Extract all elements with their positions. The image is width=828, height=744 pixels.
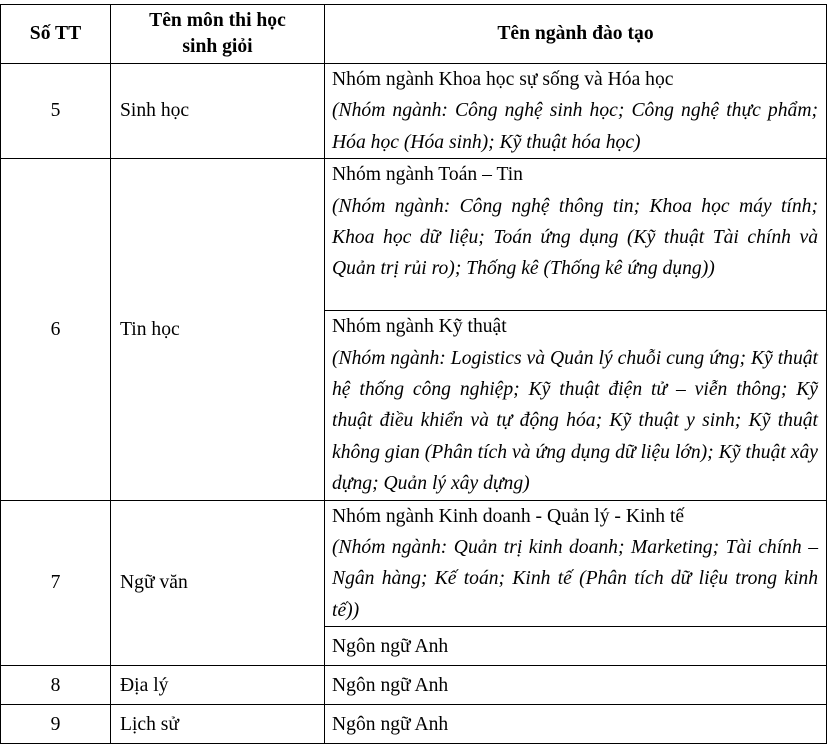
major-group xyxy=(325,311,827,500)
major-group-note: (Nhóm ngành: Logistics và Quản lý chuỗi cung ứng; Kỹ thuật hệ thống công nghiệp; Kỹ thuật điện tử – viễn thông; Kỹ thuật điều khiển và tự động hóa; Kỹ thuật y sinh; Kỹ thuật không gian (Phân tích và ứng dụng dữ liệu lớn); Kỹ thuật xây dựng; Quản lý xây dựng) xyxy=(332,347,818,495)
row-stt: 7 xyxy=(1,500,111,666)
row-subject: Địa lý xyxy=(111,666,325,705)
major-group xyxy=(325,159,827,311)
table-row xyxy=(1,705,827,744)
majors-table xyxy=(0,4,827,744)
header-stt: Số TT xyxy=(1,5,111,64)
table-row xyxy=(1,159,827,311)
major-group-title: Nhóm ngành Toán – Tin xyxy=(332,164,523,186)
header-major: Tên ngành đào tạo xyxy=(325,5,827,64)
table-row xyxy=(1,500,827,627)
row-stt: 6 xyxy=(1,159,111,500)
row-subject: Sinh học xyxy=(111,64,325,159)
row-stt: 8 xyxy=(1,666,111,705)
major-group-title: Ngôn ngữ Anh xyxy=(325,627,827,666)
major-group-title: Ngôn ngữ Anh xyxy=(325,705,827,744)
row-stt: 9 xyxy=(1,705,111,744)
major-group-title: Ngôn ngữ Anh xyxy=(325,666,827,705)
major-group-note: (Nhóm ngành: Công nghệ sinh học; Công nghệ thực phẩm; Hóa học (Hóa sinh); Kỹ thuật hóa học) xyxy=(332,100,818,153)
table-row xyxy=(1,666,827,705)
header-row xyxy=(1,5,827,64)
row-subject: Tin học xyxy=(111,159,325,500)
row-stt: 5 xyxy=(1,64,111,159)
header-subject-text: Tên môn thi học sinh giỏi xyxy=(149,10,286,57)
major-group-note: (Nhóm ngành: Công nghệ thông tin; Khoa học máy tính; Khoa học dữ liệu; Toán ứng dụng (Kỹ thuật Tài chính và Quản trị rủi ro); Thống kê (Thống kê ứng dụng)) xyxy=(332,195,818,280)
major-group xyxy=(325,64,827,159)
header-subject xyxy=(111,5,325,64)
major-group-title: Nhóm ngành Khoa học sự sống và Hóa học xyxy=(332,69,674,90)
row-subject: Ngữ văn xyxy=(111,500,325,666)
table-row xyxy=(1,64,827,159)
major-group-title: Nhóm ngành Kinh doanh - Quản lý - Kinh tế xyxy=(332,505,685,527)
major-group xyxy=(325,500,827,627)
major-group-note: (Nhóm ngành: Quản trị kinh doanh; Marketing; Tài chính – Ngân hàng; Kế toán; Kinh tế (Phân tích dữ liệu trong kinh tế)) xyxy=(332,537,818,621)
major-group-title: Nhóm ngành Kỹ thuật xyxy=(332,316,507,338)
row-subject: Lịch sử xyxy=(111,705,325,744)
